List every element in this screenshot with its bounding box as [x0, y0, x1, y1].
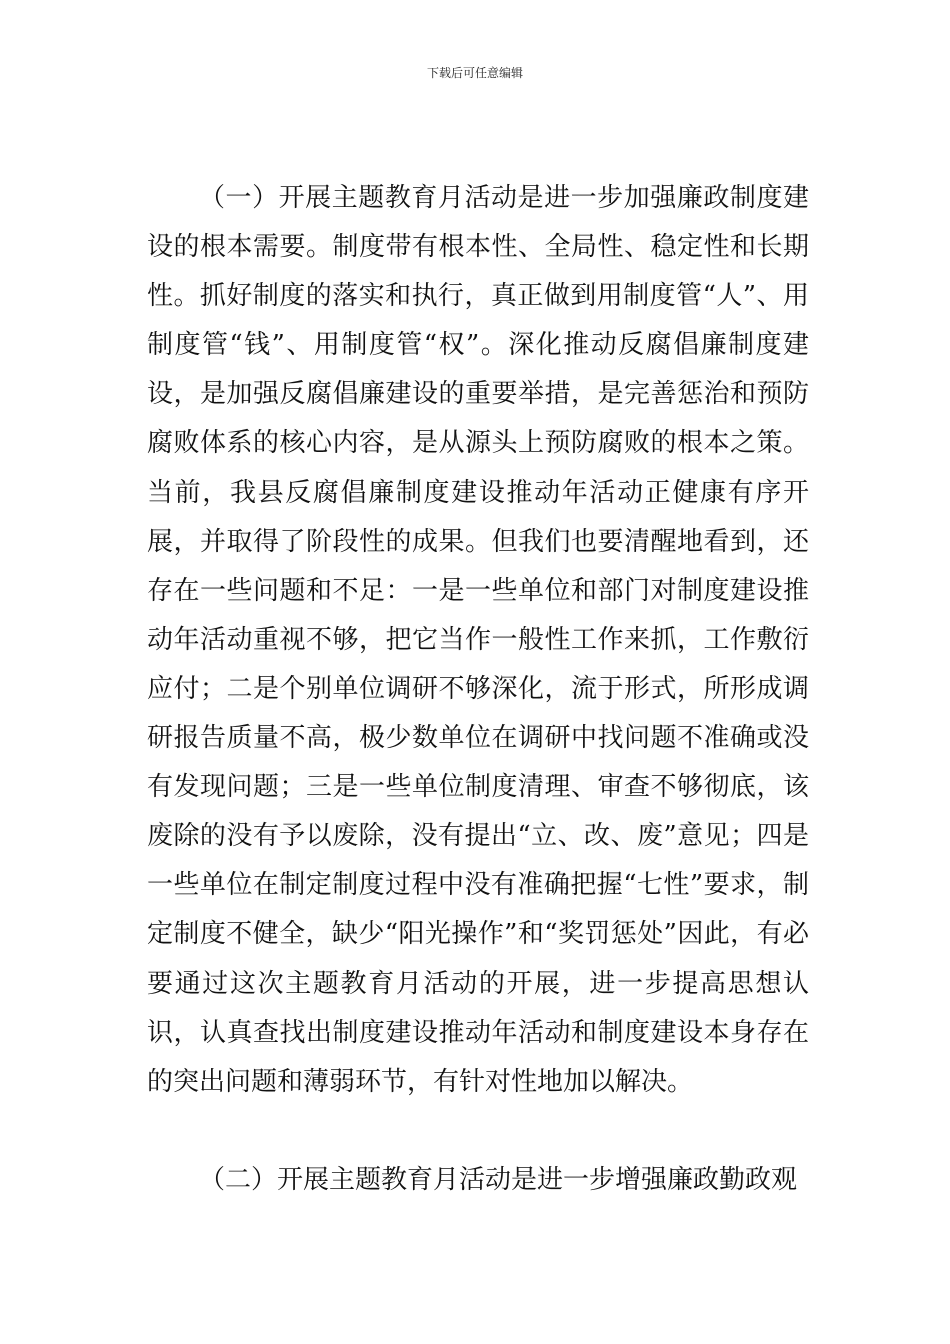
page-header: 下载后可任意编辑 [426, 66, 523, 80]
paragraph-1: （一）开展主题教育月活动是进一步加强廉政制度建设的根本需要。制度带有根本性、全局性、稳定性和长期性。抓好制度的落实和执行，真正做到用制度管“人”、用制度管“钱”、用制度管“权”。深化推动反腐倡廉制度建设，是加强反腐倡廉建设的重要举措，是完善惩治和预防腐败体系的核心内容，是从源头上预防腐败的根本之策。当前，我县反腐倡廉制度建设推动年活动正健康有序开展，并取得了阶段性的成果。但我们也要清醒地看到，还存在一些问题和不足：一是一些单位和部门对制度建设推动年活动重视不够，把它当作一般性工作来抓，工作敷衍应付；二是个别单位调研不够深化，流于形式，所形成调研报告质量不高，极少数单位在调研中找问题不准确或没有发现问题；三是一些单位制度清理、审查不够彻底，该废除的没有予以废除，没有提出“立、改、废”意见；四是一些单位在制定制度过程中没有准确把握“七性”要求，制定制度不健全，缺少“阳光操作”和“奖罚惩处”因此，有必要通过这次主题教育月活动的开展，进一步提高思想认识，认真查找出制度建设推动年活动和制度建设本身存在的突出问题和薄弱环节，有针对性地加以解决。 [147, 183, 809, 1097]
paragraph-2: （二）开展主题教育月活动是进一步增强廉政勤政观 [199, 1164, 798, 1195]
document-body [147, 174, 809, 1205]
